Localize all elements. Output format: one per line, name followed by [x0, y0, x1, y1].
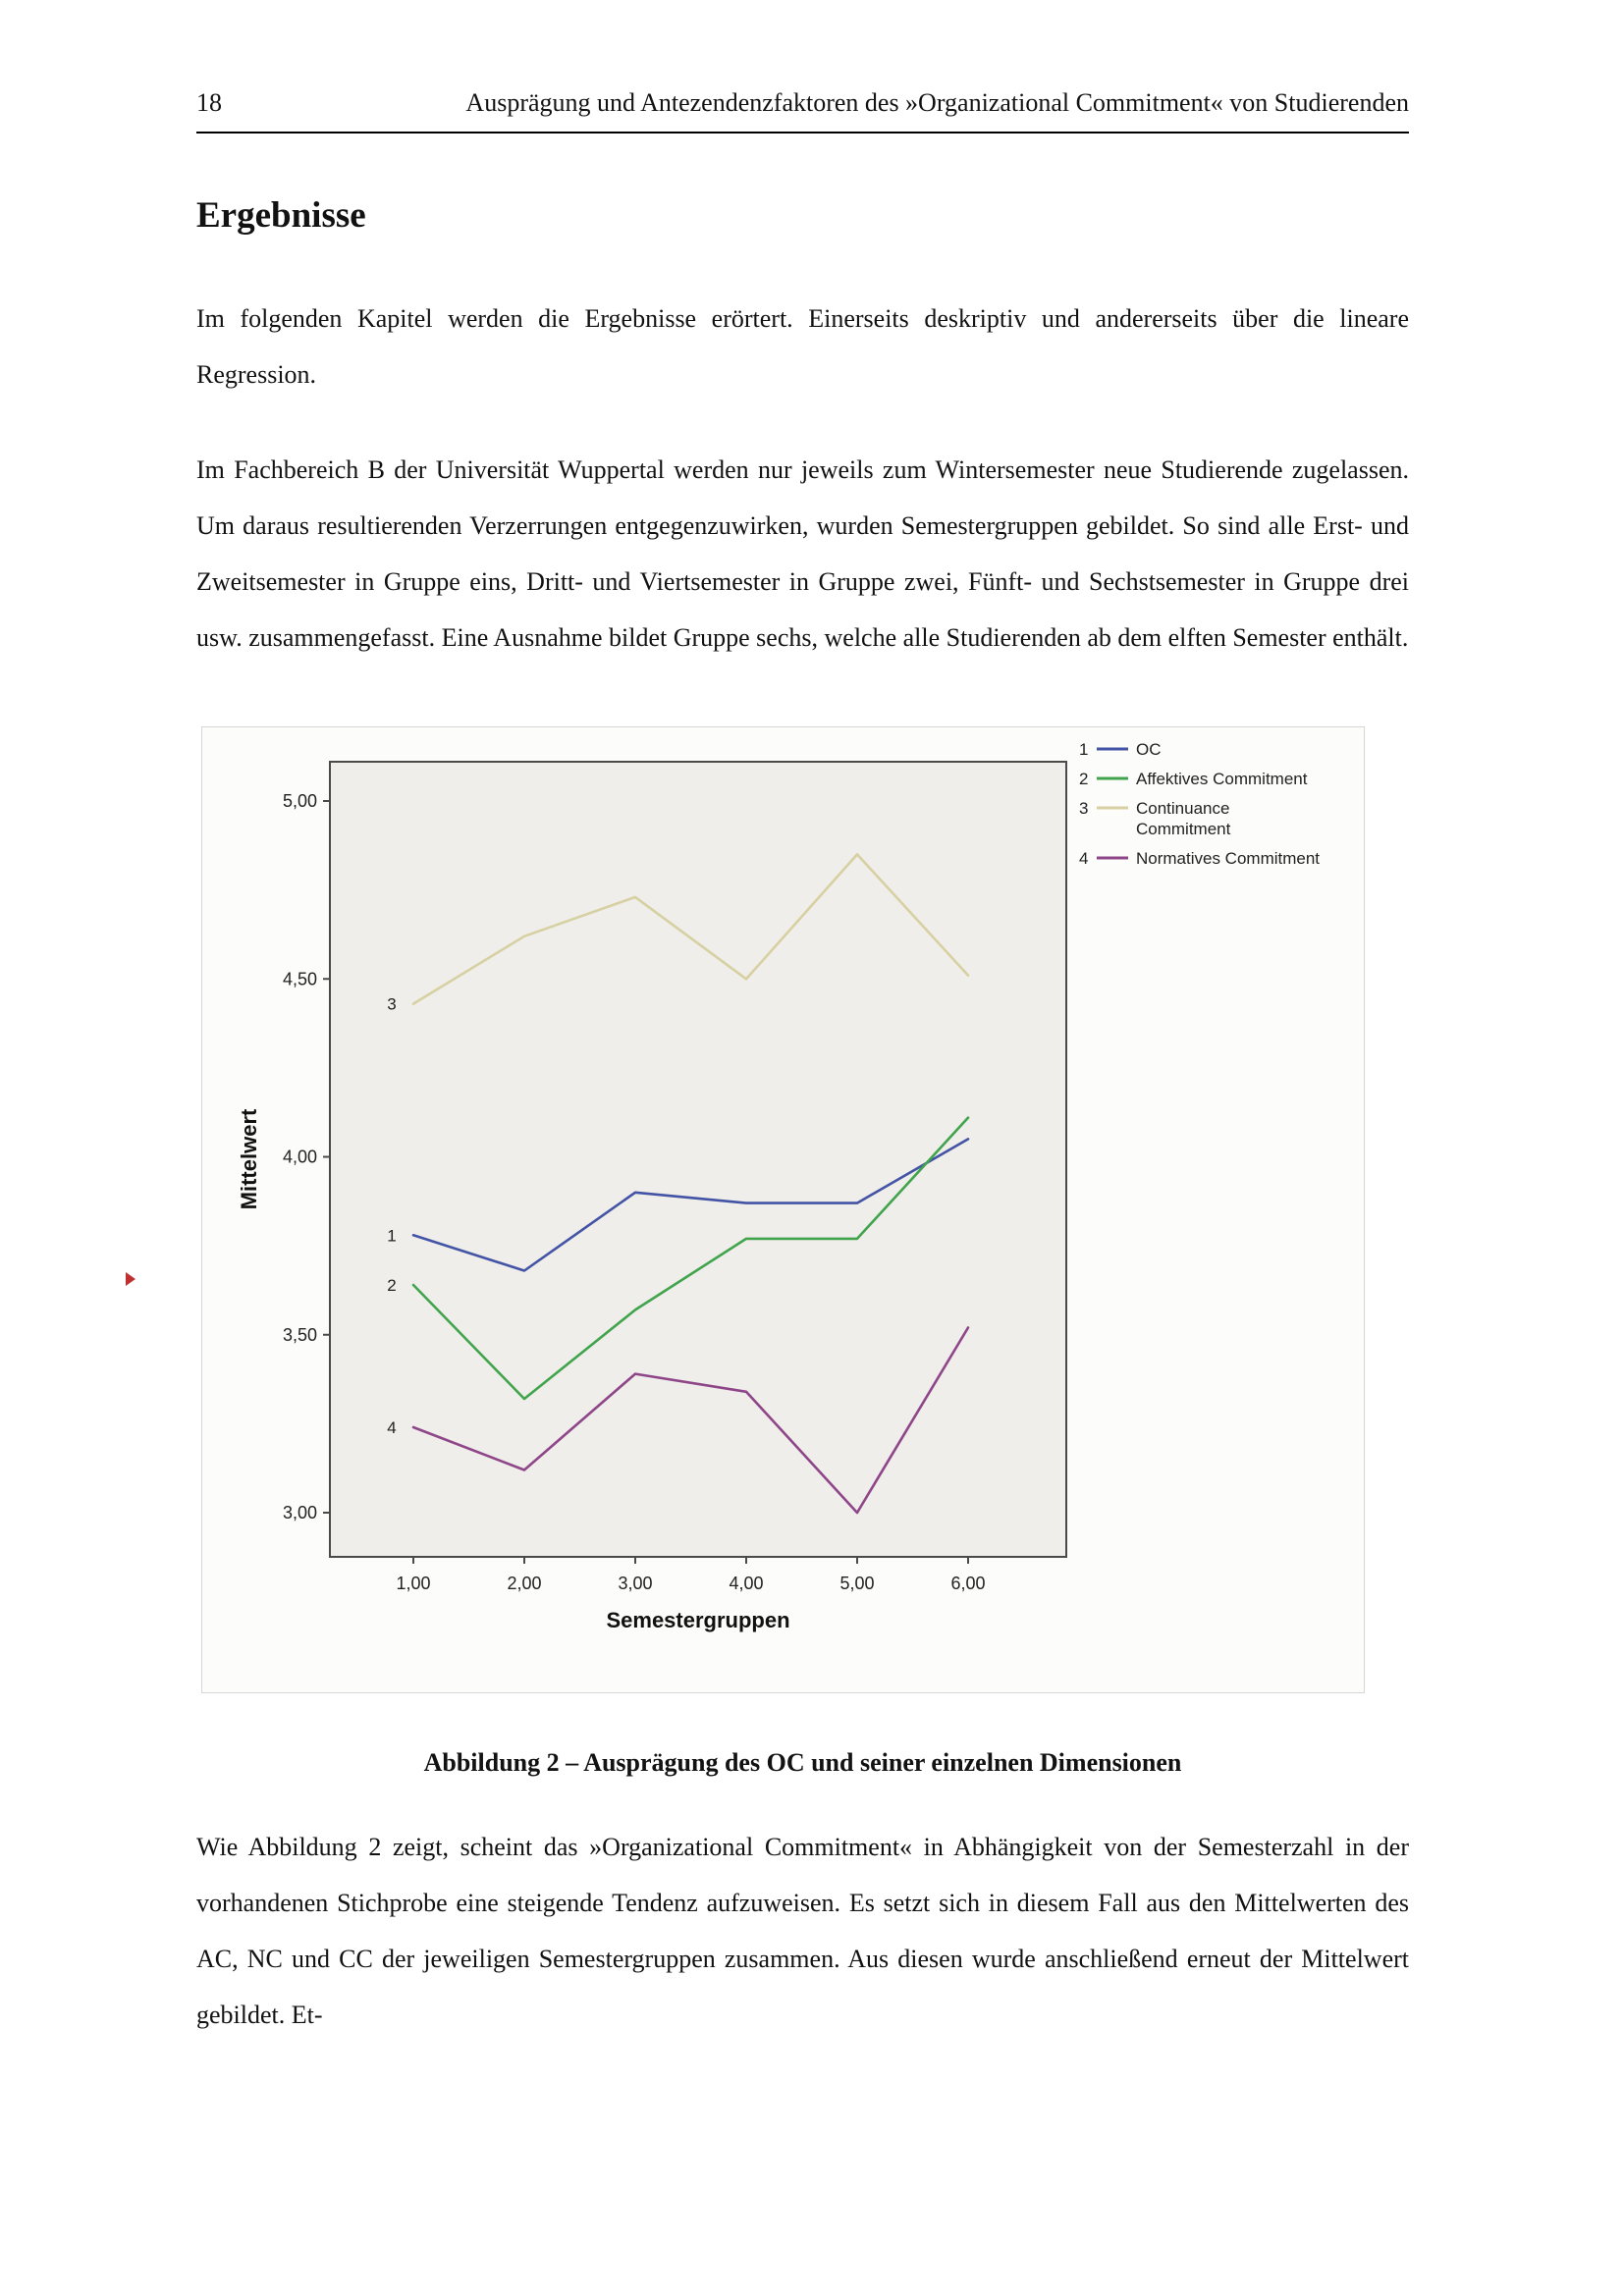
legend-label-3: Continuance — [1136, 799, 1230, 818]
legend — [1079, 740, 1320, 868]
red-cursor-artifact — [126, 1272, 135, 1286]
line-chart — [202, 727, 1364, 1697]
x-tick-label: 4,00 — [729, 1574, 764, 1593]
series-start-label-1: 1 — [387, 1226, 397, 1246]
x-tick-label: 1,00 — [396, 1574, 431, 1593]
y-tick-label: 4,00 — [282, 1147, 317, 1167]
legend-label-4: Normatives Commitment — [1136, 849, 1321, 868]
y-tick-label: 5,00 — [282, 791, 317, 811]
header-rule — [196, 132, 1409, 133]
paragraph-3: Wie Abbildung 2 zeigt, scheint das »Organizational Commitment« in Abhängigkeit von der Semesterzahl in der vorhandenen Stichprobe eine steigende Tendenz aufzuweisen. Es setzt sich in diesem Fall aus den Mittelwerten des AC, NC und CC der jeweiligen Semestergruppen zusammen. Aus diesen wurde anschließend erneut der Mittelwert gebildet. Et- — [196, 1833, 1409, 2029]
legend-number-1: 1 — [1079, 740, 1089, 759]
page-number: 18 — [196, 88, 222, 117]
legend-label-2: Affektives Commitment — [1136, 770, 1308, 788]
x-tick-label: 5,00 — [839, 1574, 875, 1593]
legend-label-1: OC — [1136, 740, 1162, 759]
series-start-label-3: 3 — [387, 994, 397, 1014]
x-tick-label: 2,00 — [507, 1574, 542, 1593]
running-title: Ausprägung und Antezendenzfaktoren des »Organizational Commitment« von Studierenden — [465, 88, 1409, 117]
y-tick-label: 3,50 — [282, 1324, 317, 1345]
y-axis-label: Mittelwert — [237, 1108, 261, 1210]
x-tick-label: 3,00 — [618, 1574, 653, 1593]
legend-number-2: 2 — [1079, 770, 1089, 788]
series-start-label-2: 2 — [387, 1276, 397, 1295]
page-header — [196, 88, 1409, 118]
series-start-label-4: 4 — [387, 1418, 397, 1437]
legend-number-3: 3 — [1079, 799, 1089, 818]
y-tick-label: 4,50 — [282, 969, 317, 989]
x-tick-label: 6,00 — [950, 1574, 986, 1593]
legend-number-4: 4 — [1079, 849, 1089, 868]
paragraph-2: Im Fachbereich B der Universität Wuppertal werden nur jeweils zum Wintersemester neue Studierende zugelassen. Um daraus resultierenden Verzerrungen entgegenzuwirken, wurden Semestergruppen gebildet. So sind alle Erst- und Zweitsemester in Gruppe eins, Dritt- und Viertsemester in Gruppe zwei, Fünft- und Sechstsemester in Gruppe drei usw. zusammengefasst. Eine Ausnahme bildet Gruppe sechs, welche alle Studierenden ab dem elften Semester enthält. — [196, 455, 1409, 652]
figure-2-chart — [201, 726, 1365, 1693]
legend-label-3: Commitment — [1136, 820, 1231, 838]
figure-caption: Abbildung 2 – Ausprägung des OC und seiner einzelnen Dimensionen — [423, 1748, 1182, 1777]
x-axis-label: Semestergruppen — [606, 1608, 790, 1632]
paragraph-1: Im folgenden Kapitel werden die Ergebnisse erörtert. Einerseits deskriptiv und andererseits über die lineare Regression. — [196, 304, 1409, 389]
section-heading: Ergebnisse — [196, 195, 366, 236]
y-tick-label: 3,00 — [282, 1503, 317, 1522]
chart-svg — [202, 727, 1364, 1692]
